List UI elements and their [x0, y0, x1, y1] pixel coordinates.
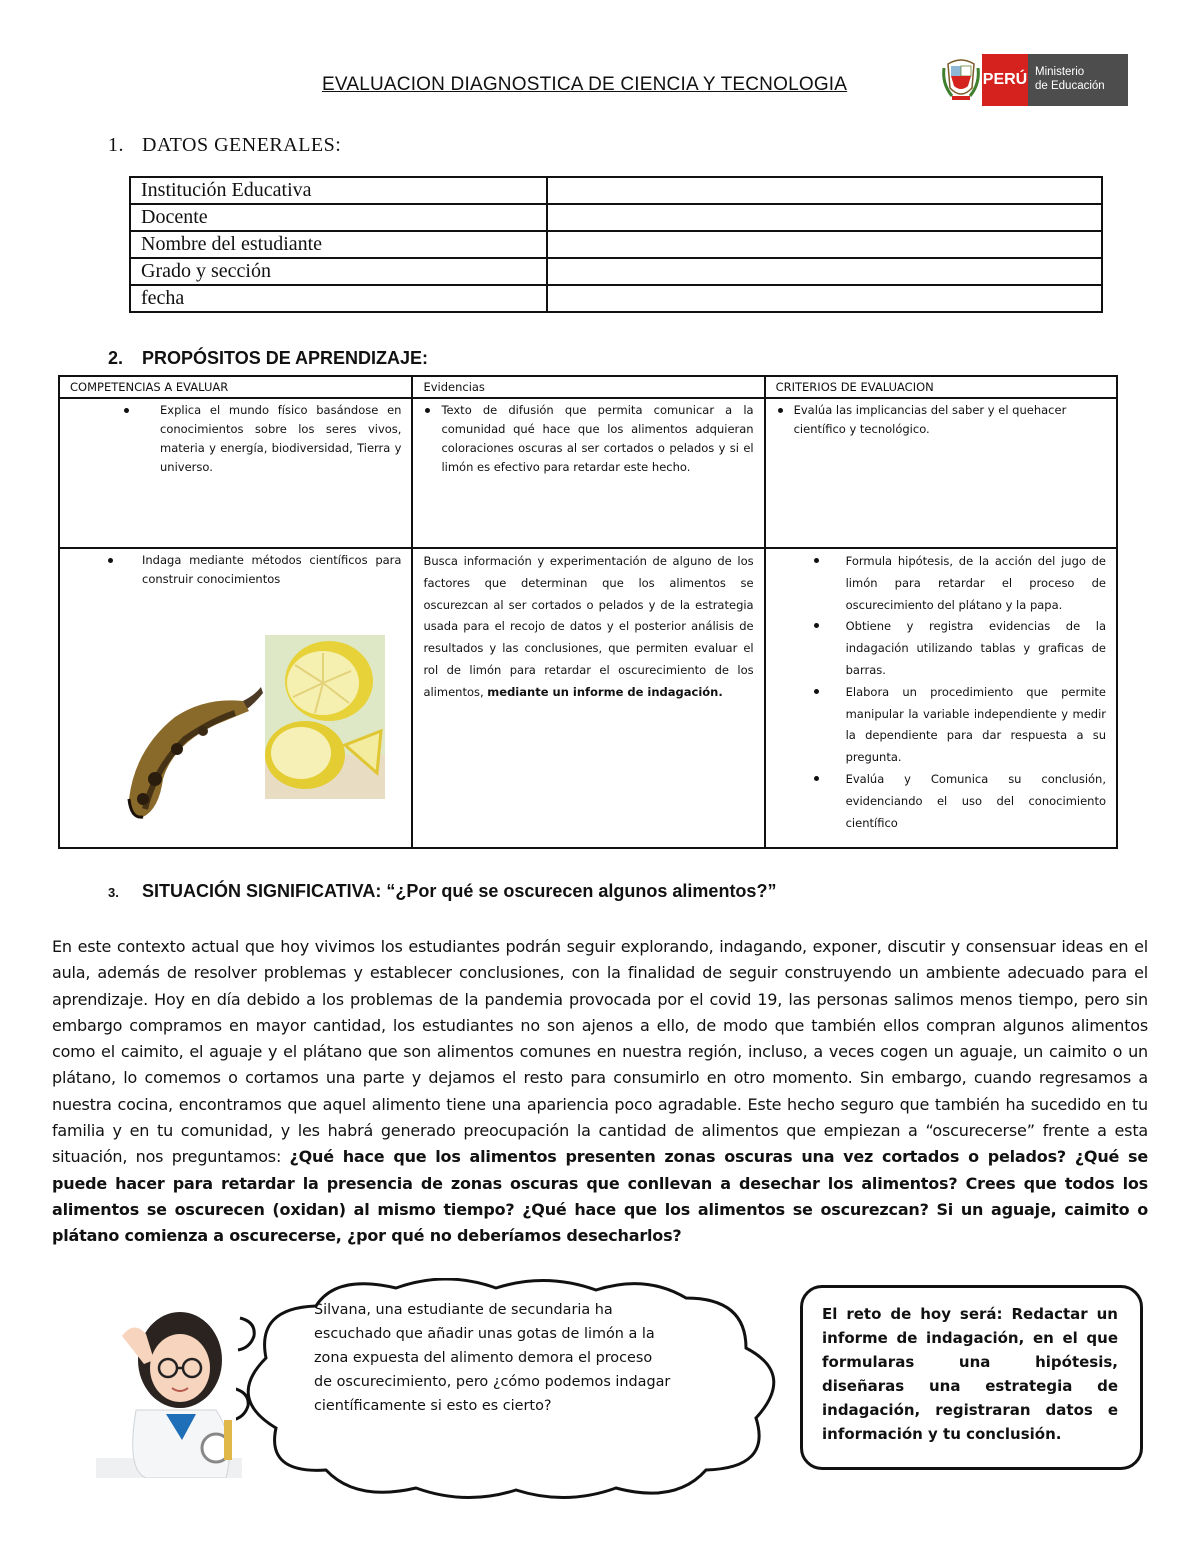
- list-item: Formula hipótesis, de la acción del jugo de limón para retardar el proceso de oscurecimiento del plátano y la papa.: [766, 551, 1106, 616]
- field-value: [547, 285, 1102, 312]
- list-item: Texto de difusión que permita comunicar a la comunidad qué hace que los alimentos adquieran coloraciones oscuras al ser cortados o pelados y si el limón es efectivo para retardar este hecho.: [423, 401, 753, 477]
- cloud-text: Silvana, una estudiante de secundaria ha escuchado que añadir unas gotas de limón a la zona expuesta del alimento demora el proceso de oscurecimiento, pero ¿cómo podemos indagar científicamente si esto es cierto?: [314, 1302, 671, 1414]
- field-value: [547, 231, 1102, 258]
- column-header: CRITERIOS DE EVALUACION: [765, 376, 1117, 398]
- table-row: [59, 548, 1117, 848]
- table-row: [130, 285, 1102, 312]
- field-value: [547, 258, 1102, 285]
- list-item: Obtiene y registra evidencias de la indagación utilizando tablas y graficas de barras.: [766, 616, 1106, 681]
- table-row: [130, 204, 1102, 231]
- learning-purposes-table: [58, 375, 1118, 849]
- section-1-heading: 1. DATOS GENERALES:: [108, 134, 342, 156]
- rotten-banana-image: [115, 659, 265, 829]
- field-value: [547, 204, 1102, 231]
- guiding-questions: ¿Qué hace que los alimentos presenten zonas oscuras una vez cortados o pelados? ¿Qué se puede hacer para retardar la presencia de zonas oscuras que conllevan a desechar los alimentos? Crees que todos los alimentos se oscurecen (oxidan) al mismo tiempo? ¿Qué hace que los alimentos se oscurezcan? Si un aguaje, caimito o plátano comienza a oscurecerse, ¿por qué no deberíamos desecharlos?: [52, 1147, 1149, 1246]
- lemon-image: [265, 635, 385, 799]
- general-data-table: [129, 176, 1103, 313]
- document-title: EVALUACION DIAGNOSTICA DE CIENCIA Y TECNOLOGIA: [322, 74, 848, 95]
- significant-situation-paragraph: En este contexto actual que hoy vivimos los estudiantes podrán seguir explorando, indagando, exponer, discutir y consensuar ideas en el aula, además de resolver problemas y establecer conclusiones, con la finalidad de seguir construyendo un ambiente adecuado para el aprendizaje. Hoy en día debido a los problemas de la pandemia provocada por el covid 19, las personas salimos menos tiempo, pero sin embargo compramos en mayor cantidad, los estudiantes no son ajenos a ello, de modo que también ellos compran algunos alimentos como el caimito, el aguaje y el plátano que son alimentos comunes en nuestra región, incluso, a veces cogen un aguaje, un caimito o un plátano, lo comemos o cortamos una parte y dejamos el resto para consumirlo en otro momento. Sin embargo, cuando regresamos a nuestra cocina, encontramos que aquel alimento tiene una apariencia poco agradable. Este hecho seguro que también ha sucedido en tu familia y en tu comunidad, y les habrá generado preocupación la cantidad de alimentos que empiezan a “oscurecerse” frente a esta situación, nos preguntamos: ¿Qué hace que los alimentos presenten zonas oscuras una vez cortados o pelados? ¿Qué se puede hacer para retardar la presencia de zonas oscuras que conllevan a desechar los alimentos? Crees que todos los alimentos se oscurecen (oxidan) al mismo tiempo? ¿Qué hace que los alimentos se oscurezcan? Si un aguaje, caimito o plátano comienza a oscurecerse, ¿por qué no deberíamos desecharlos?: [52, 937, 1149, 1246]
- challenge-text: El reto de hoy será: Redactar un informe de indagación, en el que formularas una hipótesis, diseñaras una estrategia de indagación, registraran datos e información y tu conclusión.: [822, 1305, 1118, 1443]
- logo-country: PERÚ: [982, 54, 1028, 106]
- peru-coat-of-arms-icon: [940, 54, 982, 106]
- evidence-text: Busca información y experimentación de alguno de los factores que determinan que los alimentos se oscurezcan al ser cortados o pelados y de la estrategia usada para el recojo de datos y el posterior análisis de resultados y las conclusiones, que permiten evaluar el rol de limón para retardar el oscurecimiento de los alimentos,: [423, 554, 754, 699]
- table-row: [130, 231, 1102, 258]
- field-label: Grado y sección: [130, 258, 547, 285]
- section-2-heading: 2. PROPÓSITOS DE APRENDIZAJE:: [108, 348, 429, 368]
- list-item: Elabora un procedimiento que permite manipular la variable independiente y medir la dependiente para dar respuesta a su pregunta.: [766, 682, 1106, 769]
- list-item: Indaga mediante métodos científicos para construir conocimientos: [60, 551, 401, 589]
- logo-ministry: Ministerio de Educación: [1028, 54, 1128, 106]
- column-header: Evidencias: [412, 376, 764, 398]
- field-label: Nombre del estudiante: [130, 231, 547, 258]
- table-row: [130, 258, 1102, 285]
- student-girl-image: [96, 1290, 242, 1478]
- list-item: Explica el mundo físico basándose en conocimientos sobre los seres vivos, materia y energía, biodiversidad, Tierra y universo.: [60, 401, 401, 477]
- field-label: Institución Educativa: [130, 177, 547, 204]
- list-item: Evalúa y Comunica su conclusión, evidenciando el uso del conocimiento científico: [766, 769, 1106, 834]
- column-header: COMPETENCIAS A EVALUAR: [59, 376, 412, 398]
- field-label: Docente: [130, 204, 547, 231]
- field-value: [547, 177, 1102, 204]
- table-row: [130, 177, 1102, 204]
- field-label: fecha: [130, 285, 547, 312]
- evidence-text-bold: mediante un informe de indagación.: [487, 684, 723, 699]
- list-item: Evalúa las implicancias del saber y el quehacer científico y tecnológico.: [776, 401, 1106, 439]
- ministry-logo: [940, 54, 1128, 106]
- table-row: [59, 398, 1117, 548]
- section-3-heading: 3. SITUACIÓN SIGNIFICATIVA: “¿Por qué se oscurecen algunos alimentos?”: [108, 881, 777, 901]
